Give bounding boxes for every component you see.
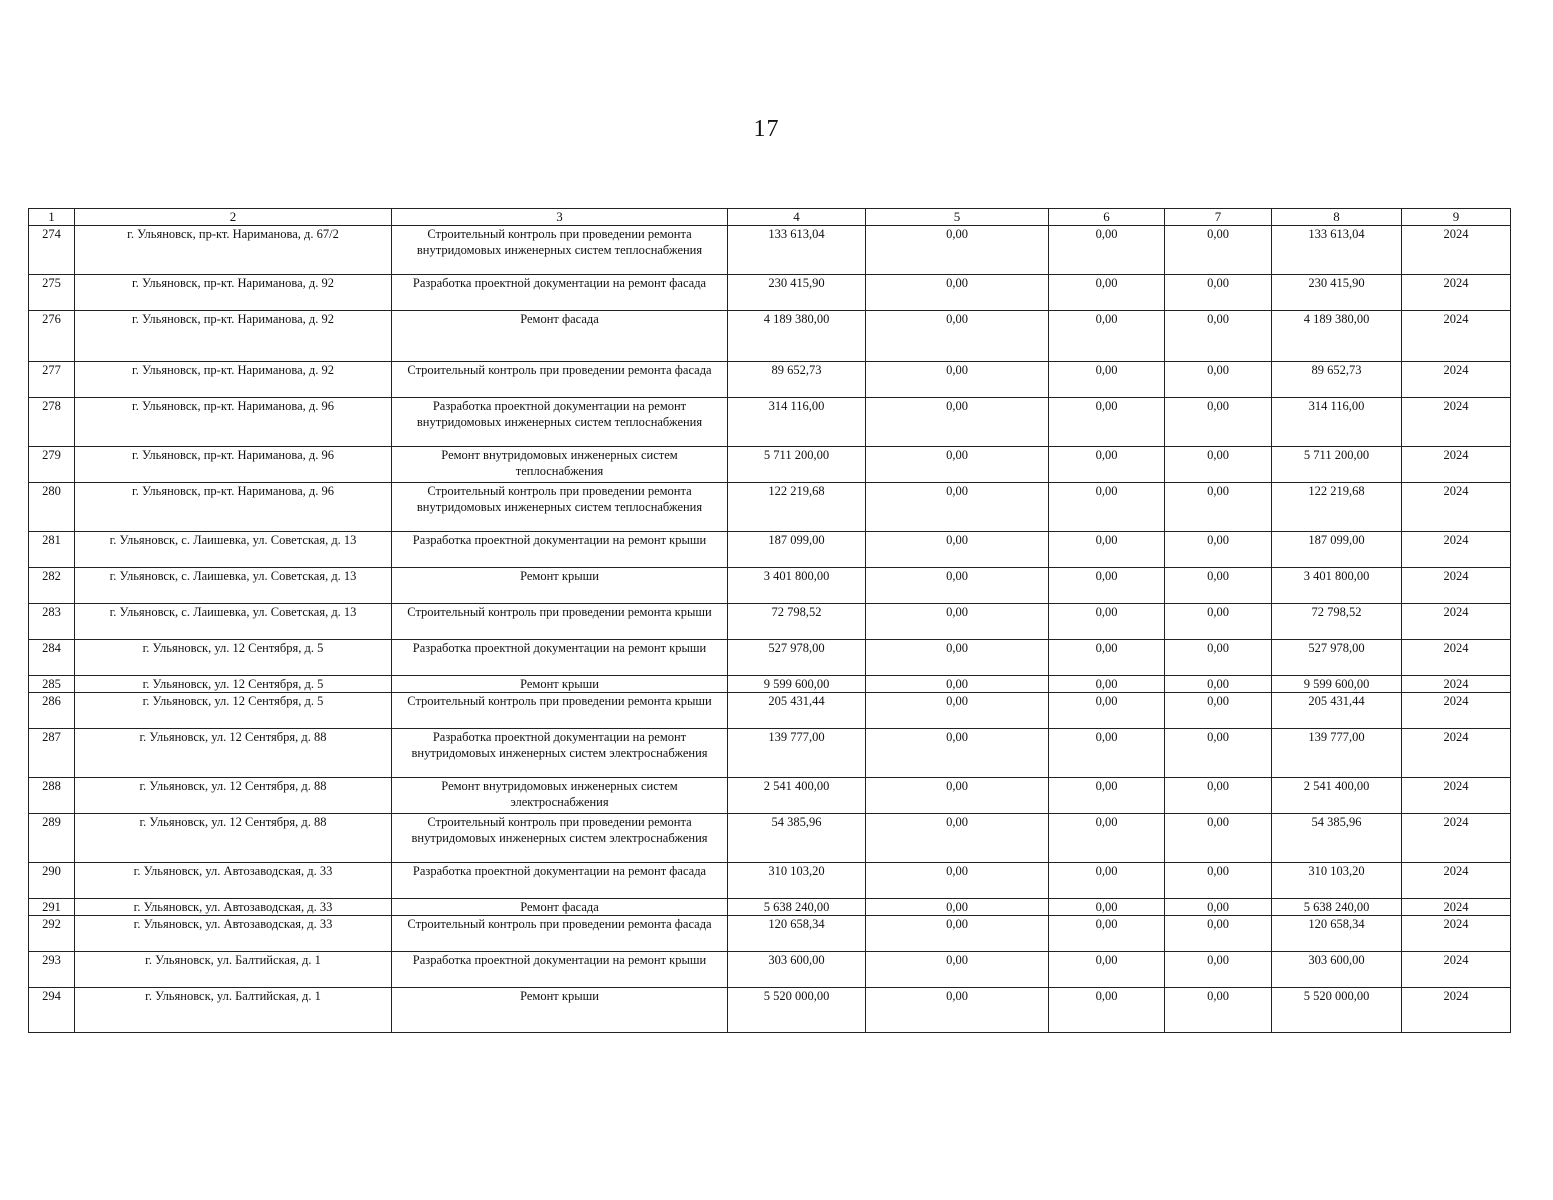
work-type-cell: Разработка проектной документации на ремонт фасада [392,275,728,311]
column-header-2: 2 [75,209,392,226]
local-budget-cell: 0,00 [1165,988,1272,1033]
year-cell: 2024 [1402,729,1511,778]
row-number: 293 [29,952,75,988]
address-cell: г. Ульяновск, пр-кт. Нариманова, д. 96 [75,398,392,447]
address-cell: г. Ульяновск, с. Лаишевка, ул. Советская, д. 13 [75,604,392,640]
address-cell: г. Ульяновск, ул. 12 Сентября, д. 88 [75,778,392,814]
total-cost-cell: 5 638 240,00 [728,899,866,916]
total-cost-cell: 3 401 800,00 [728,568,866,604]
total-cost-cell: 310 103,20 [728,863,866,899]
local-budget-cell: 0,00 [1165,693,1272,729]
address-cell: г. Ульяновск, с. Лаишевка, ул. Советская, д. 13 [75,532,392,568]
table-row [29,275,1511,311]
work-type-cell: Ремонт крыши [392,676,728,693]
total-cost-cell: 2 541 400,00 [728,778,866,814]
owners-funds-cell: 120 658,34 [1272,916,1402,952]
header-row [29,209,1511,226]
owners-funds-cell: 314 116,00 [1272,398,1402,447]
column-header-3: 3 [392,209,728,226]
total-cost-cell: 5 520 000,00 [728,988,866,1033]
table-row [29,362,1511,398]
total-cost-cell: 133 613,04 [728,226,866,275]
fund-cost-cell: 0,00 [866,899,1049,916]
work-type-cell: Строительный контроль при проведении ремонта внутридомовых инженерных систем теплоснабжения [392,483,728,532]
table-row [29,899,1511,916]
address-cell: г. Ульяновск, пр-кт. Нариманова, д. 67/2 [75,226,392,275]
owners-funds-cell: 3 401 800,00 [1272,568,1402,604]
address-cell: г. Ульяновск, ул. 12 Сентября, д. 5 [75,693,392,729]
local-budget-cell: 0,00 [1165,676,1272,693]
row-number: 291 [29,899,75,916]
year-cell: 2024 [1402,483,1511,532]
table-row [29,640,1511,676]
table-row [29,483,1511,532]
fund-cost-cell: 0,00 [866,952,1049,988]
year-cell: 2024 [1402,532,1511,568]
row-number: 292 [29,916,75,952]
budget-cost-cell: 0,00 [1049,988,1165,1033]
table-row [29,311,1511,362]
total-cost-cell: 230 415,90 [728,275,866,311]
budget-cost-cell: 0,00 [1049,447,1165,483]
address-cell: г. Ульяновск, ул. Автозаводская, д. 33 [75,863,392,899]
table-row [29,863,1511,899]
table-body [29,226,1511,1033]
work-type-cell: Ремонт фасада [392,899,728,916]
local-budget-cell: 0,00 [1165,362,1272,398]
table-row [29,568,1511,604]
work-type-cell: Строительный контроль при проведении ремонта внутридомовых инженерных систем теплоснабжения [392,226,728,275]
row-number: 281 [29,532,75,568]
local-budget-cell: 0,00 [1165,863,1272,899]
year-cell: 2024 [1402,676,1511,693]
work-type-cell: Ремонт крыши [392,988,728,1033]
fund-cost-cell: 0,00 [866,640,1049,676]
total-cost-cell: 89 652,73 [728,362,866,398]
local-budget-cell: 0,00 [1165,311,1272,362]
row-number: 290 [29,863,75,899]
year-cell: 2024 [1402,275,1511,311]
budget-cost-cell: 0,00 [1049,863,1165,899]
budget-cost-cell: 0,00 [1049,778,1165,814]
local-budget-cell: 0,00 [1165,483,1272,532]
local-budget-cell: 0,00 [1165,568,1272,604]
local-budget-cell: 0,00 [1165,952,1272,988]
local-budget-cell: 0,00 [1165,916,1272,952]
year-cell: 2024 [1402,568,1511,604]
address-cell: г. Ульяновск, ул. Автозаводская, д. 33 [75,916,392,952]
owners-funds-cell: 205 431,44 [1272,693,1402,729]
row-number: 278 [29,398,75,447]
budget-cost-cell: 0,00 [1049,311,1165,362]
work-type-cell: Разработка проектной документации на ремонт крыши [392,532,728,568]
table-row [29,532,1511,568]
year-cell: 2024 [1402,863,1511,899]
address-cell: г. Ульяновск, ул. 12 Сентября, д. 88 [75,729,392,778]
owners-funds-cell: 9 599 600,00 [1272,676,1402,693]
owners-funds-cell: 122 219,68 [1272,483,1402,532]
address-cell: г. Ульяновск, ул. 12 Сентября, д. 5 [75,676,392,693]
local-budget-cell: 0,00 [1165,778,1272,814]
fund-cost-cell: 0,00 [866,532,1049,568]
fund-cost-cell: 0,00 [866,693,1049,729]
owners-funds-cell: 139 777,00 [1272,729,1402,778]
table-row [29,778,1511,814]
fund-cost-cell: 0,00 [866,398,1049,447]
table-row [29,447,1511,483]
budget-cost-cell: 0,00 [1049,899,1165,916]
budget-cost-cell: 0,00 [1049,729,1165,778]
column-header-7: 7 [1165,209,1272,226]
address-cell: г. Ульяновск, с. Лаишевка, ул. Советская, д. 13 [75,568,392,604]
fund-cost-cell: 0,00 [866,226,1049,275]
local-budget-cell: 0,00 [1165,398,1272,447]
total-cost-cell: 5 711 200,00 [728,447,866,483]
owners-funds-cell: 89 652,73 [1272,362,1402,398]
total-cost-cell: 139 777,00 [728,729,866,778]
owners-funds-cell: 2 541 400,00 [1272,778,1402,814]
work-type-cell: Ремонт крыши [392,568,728,604]
budget-cost-cell: 0,00 [1049,814,1165,863]
fund-cost-cell: 0,00 [866,568,1049,604]
fund-cost-cell: 0,00 [866,778,1049,814]
column-header-8: 8 [1272,209,1402,226]
budget-cost-cell: 0,00 [1049,604,1165,640]
owners-funds-cell: 133 613,04 [1272,226,1402,275]
budget-cost-cell: 0,00 [1049,275,1165,311]
budget-cost-cell: 0,00 [1049,568,1165,604]
year-cell: 2024 [1402,778,1511,814]
work-type-cell: Строительный контроль при проведении ремонта фасада [392,362,728,398]
work-type-cell: Ремонт внутридомовых инженерных систем электроснабжения [392,778,728,814]
owners-funds-cell: 5 711 200,00 [1272,447,1402,483]
table-header [29,209,1511,226]
work-type-cell: Строительный контроль при проведении ремонта крыши [392,693,728,729]
table-row [29,952,1511,988]
fund-cost-cell: 0,00 [866,988,1049,1033]
total-cost-cell: 54 385,96 [728,814,866,863]
address-cell: г. Ульяновск, пр-кт. Нариманова, д. 92 [75,311,392,362]
owners-funds-cell: 54 385,96 [1272,814,1402,863]
owners-funds-cell: 5 638 240,00 [1272,899,1402,916]
local-budget-cell: 0,00 [1165,640,1272,676]
table-row [29,988,1511,1033]
owners-funds-cell: 72 798,52 [1272,604,1402,640]
total-cost-cell: 187 099,00 [728,532,866,568]
budget-cost-cell: 0,00 [1049,398,1165,447]
address-cell: г. Ульяновск, ул. Балтийская, д. 1 [75,952,392,988]
local-budget-cell: 0,00 [1165,729,1272,778]
local-budget-cell: 0,00 [1165,604,1272,640]
fund-cost-cell: 0,00 [866,863,1049,899]
column-header-1: 1 [29,209,75,226]
budget-cost-cell: 0,00 [1049,640,1165,676]
repair-schedule-table [28,208,1511,1033]
column-header-4: 4 [728,209,866,226]
column-header-9: 9 [1402,209,1511,226]
row-number: 277 [29,362,75,398]
year-cell: 2024 [1402,640,1511,676]
owners-funds-cell: 527 978,00 [1272,640,1402,676]
fund-cost-cell: 0,00 [866,311,1049,362]
owners-funds-cell: 303 600,00 [1272,952,1402,988]
work-type-cell: Строительный контроль при проведении ремонта крыши [392,604,728,640]
budget-cost-cell: 0,00 [1049,483,1165,532]
address-cell: г. Ульяновск, ул. Автозаводская, д. 33 [75,899,392,916]
address-cell: г. Ульяновск, ул. Балтийская, д. 1 [75,988,392,1033]
year-cell: 2024 [1402,916,1511,952]
row-number: 283 [29,604,75,640]
address-cell: г. Ульяновск, пр-кт. Нариманова, д. 96 [75,447,392,483]
address-cell: г. Ульяновск, ул. 12 Сентября, д. 5 [75,640,392,676]
local-budget-cell: 0,00 [1165,226,1272,275]
budget-cost-cell: 0,00 [1049,693,1165,729]
local-budget-cell: 0,00 [1165,275,1272,311]
table-row [29,226,1511,275]
budget-cost-cell: 0,00 [1049,916,1165,952]
local-budget-cell: 0,00 [1165,814,1272,863]
owners-funds-cell: 5 520 000,00 [1272,988,1402,1033]
work-type-cell: Строительный контроль при проведении ремонта фасада [392,916,728,952]
column-header-6: 6 [1049,209,1165,226]
total-cost-cell: 9 599 600,00 [728,676,866,693]
address-cell: г. Ульяновск, пр-кт. Нариманова, д. 96 [75,483,392,532]
owners-funds-cell: 310 103,20 [1272,863,1402,899]
budget-cost-cell: 0,00 [1049,952,1165,988]
table-row [29,729,1511,778]
year-cell: 2024 [1402,362,1511,398]
owners-funds-cell: 230 415,90 [1272,275,1402,311]
fund-cost-cell: 0,00 [866,729,1049,778]
work-type-cell: Ремонт внутридомовых инженерных систем теплоснабжения [392,447,728,483]
total-cost-cell: 122 219,68 [728,483,866,532]
table-row [29,398,1511,447]
row-number: 294 [29,988,75,1033]
year-cell: 2024 [1402,447,1511,483]
work-type-cell: Разработка проектной документации на ремонт внутридомовых инженерных систем теплоснабжения [392,398,728,447]
table-row [29,693,1511,729]
work-type-cell: Ремонт фасада [392,311,728,362]
year-cell: 2024 [1402,899,1511,916]
fund-cost-cell: 0,00 [866,604,1049,640]
row-number: 274 [29,226,75,275]
local-budget-cell: 0,00 [1165,899,1272,916]
fund-cost-cell: 0,00 [866,814,1049,863]
row-number: 279 [29,447,75,483]
year-cell: 2024 [1402,693,1511,729]
local-budget-cell: 0,00 [1165,447,1272,483]
total-cost-cell: 205 431,44 [728,693,866,729]
row-number: 287 [29,729,75,778]
local-budget-cell: 0,00 [1165,532,1272,568]
year-cell: 2024 [1402,952,1511,988]
fund-cost-cell: 0,00 [866,916,1049,952]
row-number: 289 [29,814,75,863]
row-number: 284 [29,640,75,676]
total-cost-cell: 527 978,00 [728,640,866,676]
address-cell: г. Ульяновск, пр-кт. Нариманова, д. 92 [75,275,392,311]
year-cell: 2024 [1402,398,1511,447]
row-number: 276 [29,311,75,362]
total-cost-cell: 314 116,00 [728,398,866,447]
row-number: 282 [29,568,75,604]
total-cost-cell: 120 658,34 [728,916,866,952]
work-type-cell: Разработка проектной документации на ремонт крыши [392,640,728,676]
table-row [29,604,1511,640]
work-type-cell: Разработка проектной документации на ремонт фасада [392,863,728,899]
table-row [29,676,1511,693]
row-number: 280 [29,483,75,532]
total-cost-cell: 72 798,52 [728,604,866,640]
budget-cost-cell: 0,00 [1049,676,1165,693]
fund-cost-cell: 0,00 [866,275,1049,311]
year-cell: 2024 [1402,604,1511,640]
address-cell: г. Ульяновск, пр-кт. Нариманова, д. 92 [75,362,392,398]
total-cost-cell: 303 600,00 [728,952,866,988]
owners-funds-cell: 187 099,00 [1272,532,1402,568]
page-number: 17 [753,116,780,142]
column-header-5: 5 [866,209,1049,226]
budget-cost-cell: 0,00 [1049,532,1165,568]
owners-funds-cell: 4 189 380,00 [1272,311,1402,362]
row-number: 275 [29,275,75,311]
total-cost-cell: 4 189 380,00 [728,311,866,362]
work-type-cell: Разработка проектной документации на ремонт крыши [392,952,728,988]
year-cell: 2024 [1402,226,1511,275]
table-row [29,916,1511,952]
work-type-cell: Разработка проектной документации на ремонт внутридомовых инженерных систем электроснабжения [392,729,728,778]
row-number: 286 [29,693,75,729]
fund-cost-cell: 0,00 [866,447,1049,483]
row-number: 285 [29,676,75,693]
year-cell: 2024 [1402,814,1511,863]
work-type-cell: Строительный контроль при проведении ремонта внутридомовых инженерных систем электроснабжения [392,814,728,863]
fund-cost-cell: 0,00 [866,362,1049,398]
year-cell: 2024 [1402,988,1511,1033]
table-row [29,814,1511,863]
budget-cost-cell: 0,00 [1049,226,1165,275]
fund-cost-cell: 0,00 [866,676,1049,693]
address-cell: г. Ульяновск, ул. 12 Сентября, д. 88 [75,814,392,863]
row-number: 288 [29,778,75,814]
year-cell: 2024 [1402,311,1511,362]
fund-cost-cell: 0,00 [866,483,1049,532]
budget-cost-cell: 0,00 [1049,362,1165,398]
